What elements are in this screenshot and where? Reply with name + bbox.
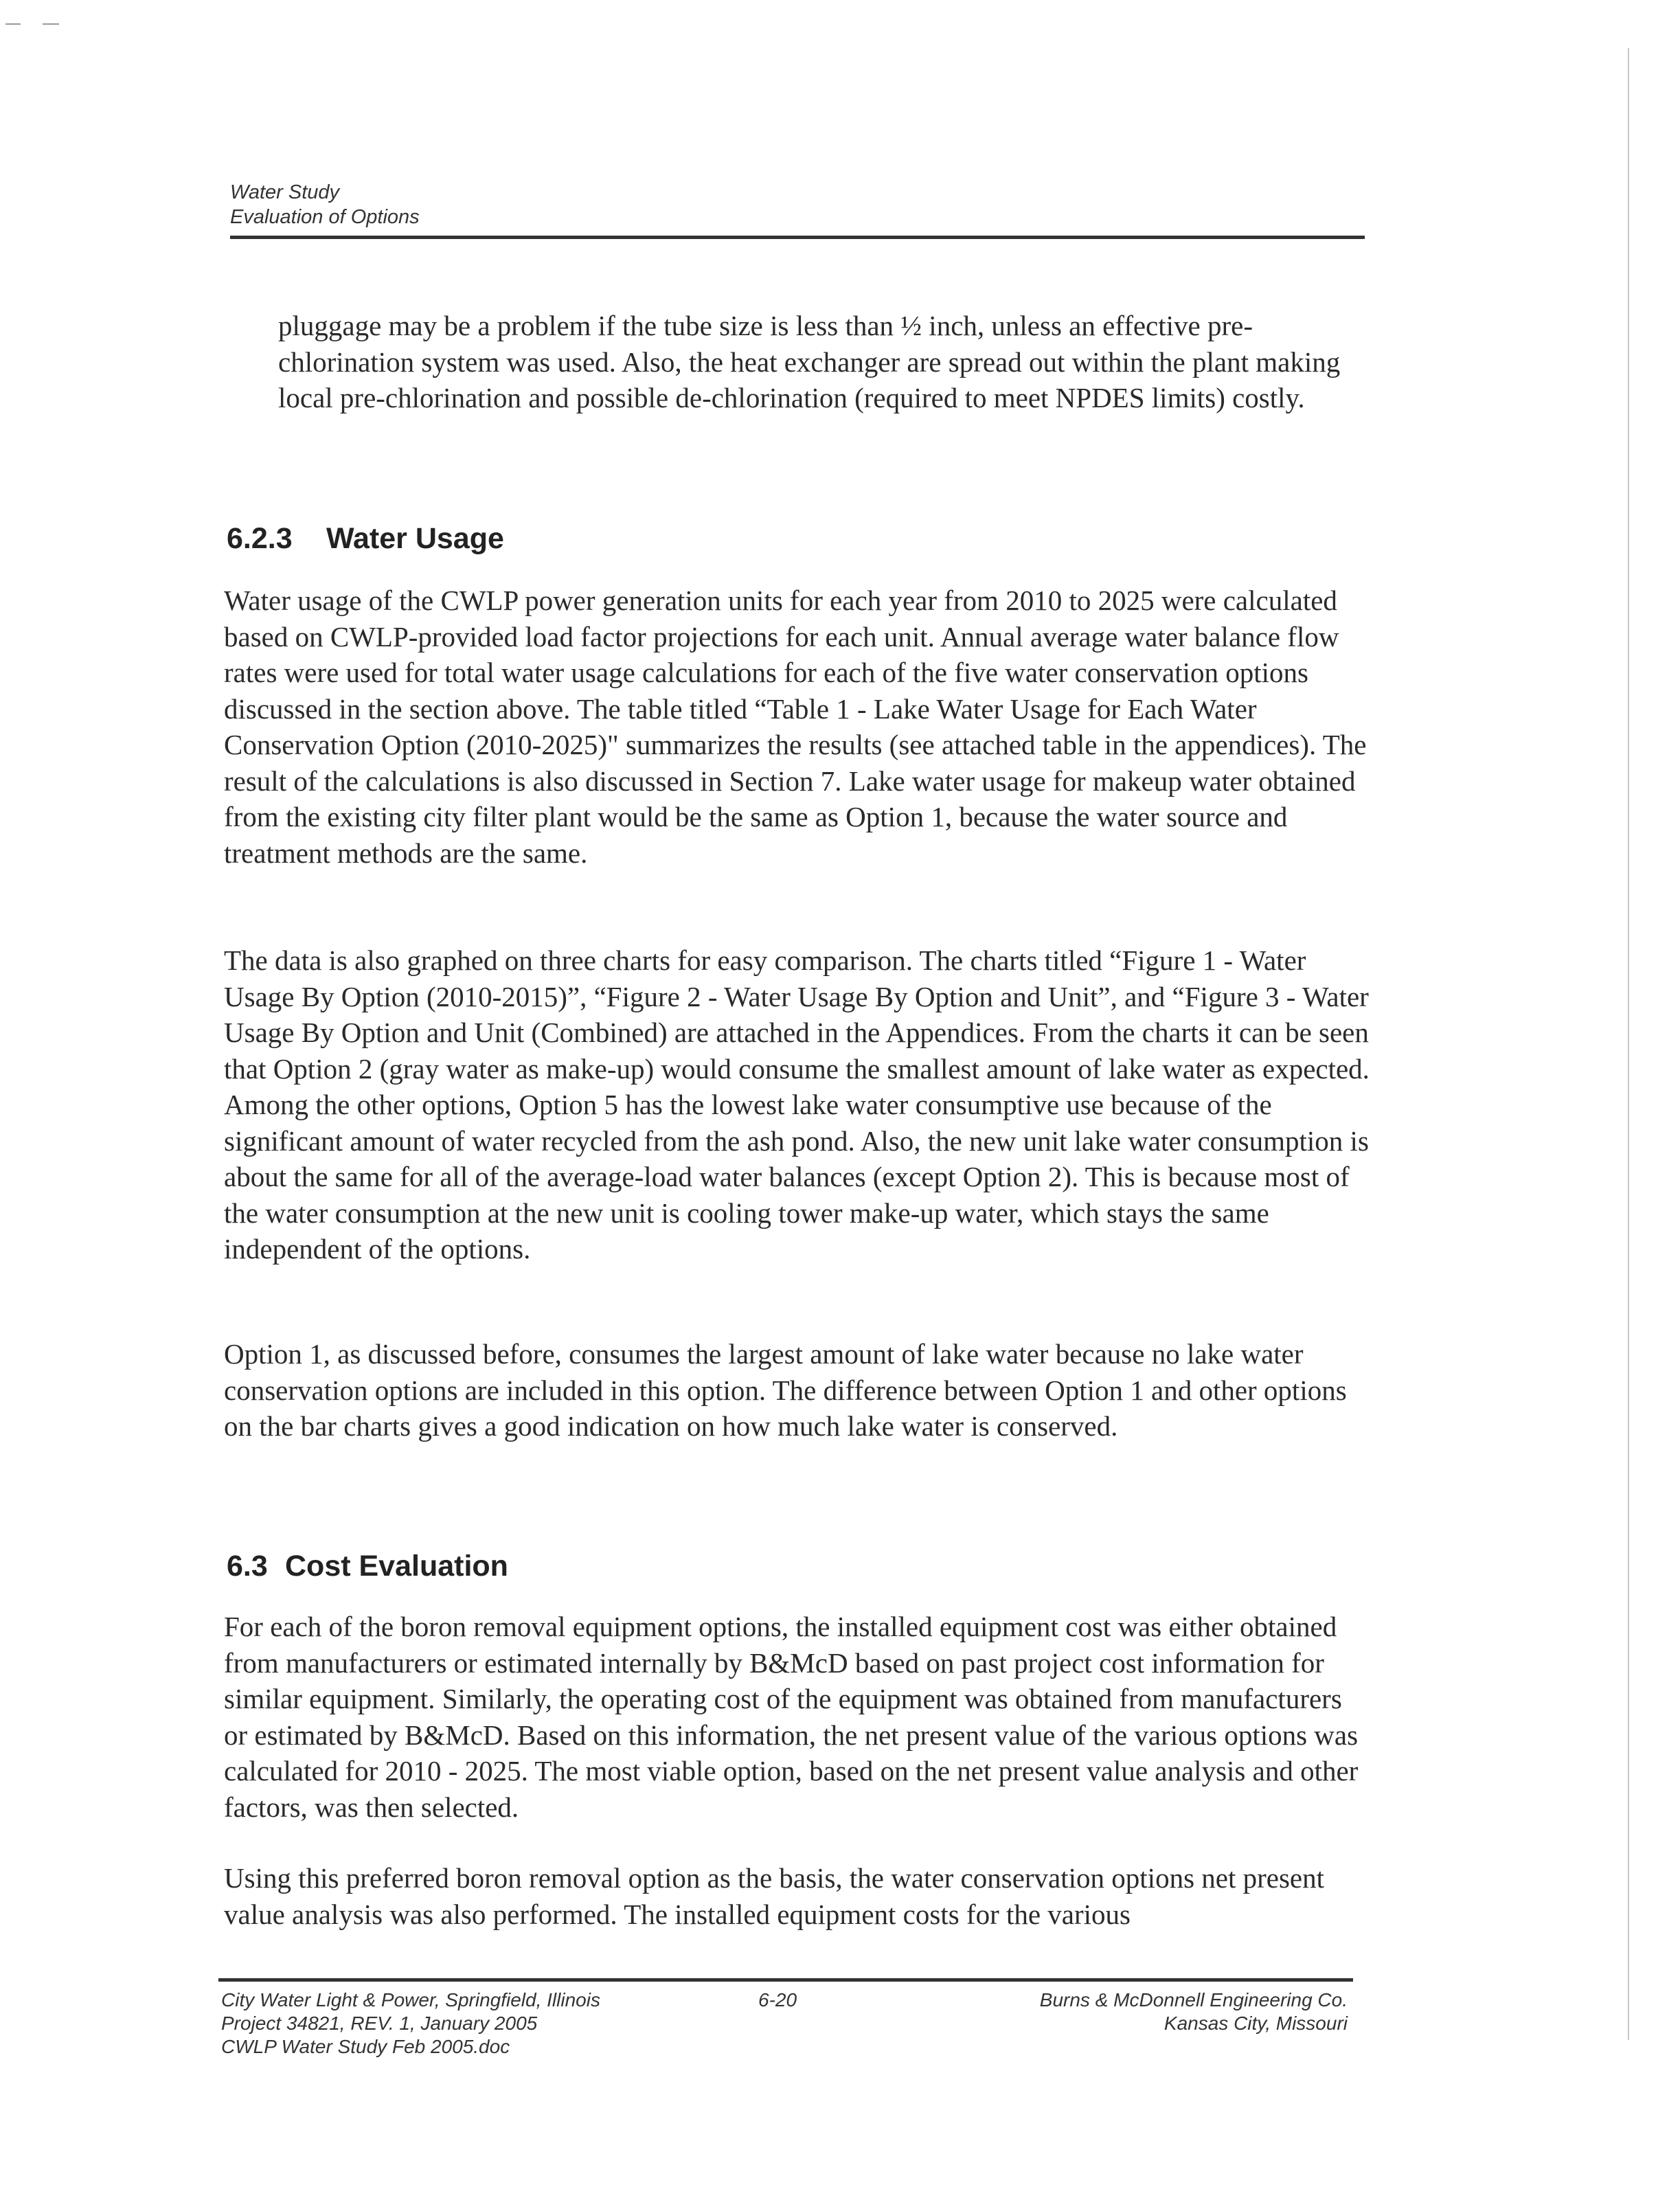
scan-artifact-topleft [5, 23, 21, 25]
running-header [230, 180, 1365, 229]
paragraph-water-usage-1: Water usage of the CWLP power generation units for each year from 2010 to 2025 were calculated based on CWLP-provided load factor projections for each unit. Annual average water balance flow rates were used for total water usage calculations for each of the five water conservation options discussed in the section above. The table titled “Table 1 - Lake Water Usage for Each Water Conservation Option (2010-2025)" summarizes the results (see attached table in the appendices). The result of the calculations is also discussed in Section 7. Lake water usage for makeup water obtained from the existing city filter plant would be the same as Option 1, because the water source and treatment methods are the same. [224, 585, 1367, 869]
footer-location: Kansas City, Missouri [1163, 2013, 1348, 2034]
header-rule [230, 236, 1365, 239]
section-heading-6-2-3 [227, 521, 504, 556]
section-number: 6.3 [227, 1550, 268, 1583]
header-title: Water Study [230, 181, 340, 203]
paragraph-water-usage-3: Option 1, as discussed before, consumes the largest amount of lake water because no lake water conservation options are included in this option. The difference between Option 1 and other options on the bar charts gives a good indication on how much lake water is conserved. [224, 1338, 1347, 1442]
section-title: Water Usage [326, 522, 504, 555]
footer-client: City Water Light & Power, Springfield, Illinois [221, 1989, 600, 2010]
footer-company: Burns & McDonnell Engineering Co. [1039, 1989, 1348, 2010]
paragraph-cost-1: For each of the boron removal equipment options, the installed equipment cost was either obtained from manufacturers or estimated internally by B&McD based on past project cost information for similar equipment. Similarly, the operating cost of the equipment was obtained from manufacturers or estimated by B&McD. Based on this information, the net present value of the various options was calculated for 2010 - 2025. The most viable option, based on the net present value analysis and other factors, was then selected. [224, 1611, 1359, 1823]
footer-page-number [758, 1989, 797, 2012]
section-title: Cost Evaluation [285, 1550, 508, 1583]
footer-project: Project 34821, REV. 1, January 2005 [221, 2013, 538, 2034]
footer-filename: CWLP Water Study Feb 2005.doc [221, 2036, 510, 2057]
footer-rule [218, 1978, 1353, 1982]
header-subtitle: Evaluation of Options [230, 206, 420, 228]
paragraph-cost-2: Using this preferred boron removal option as the basis, the water conservation options net present value analysis was also performed. The installed equipment costs for the various [224, 1862, 1325, 1930]
footer-right [1040, 1989, 1348, 2035]
scan-artifact-right-edge [1628, 48, 1629, 2040]
paragraph-water-usage-2: The data is also graphed on three charts for easy comparison. The charts titled “Figure 1 - Water Usage By Option (2010-2015)”, “Figure 2 - Water Usage By Option and Unit”, and “Figure 3 - Water Usage By Option and Unit (Combined) are attached in the Appendices. From the charts it can be seen that Option 2 (gray water as make-up) would consume the smallest amount of lake water as expected. Among the other options, Option 5 has the lowest lake water consumptive use because of the significant amount of water recycled from the ash pond. Also, the new unit lake water consumption is about the same for all of the average-load water balances (except Option 2). This is because most of the water consumption at the new unit is cooling tower make-up water, which stays the same independent of the options. [224, 944, 1370, 1265]
scan-artifact-topleft-2 [43, 23, 59, 25]
paragraph-intro: pluggage may be a problem if the tube size is less than ½ inch, unless an effective pre-chlorination system was used. Also, the heat exchanger are spread out within the plant making local pre-chlorination and possible de-chlorination (required to meet NPDES limits) costly. [278, 310, 1341, 414]
page-number: 6-20 [758, 1989, 797, 2010]
footer-left [221, 1989, 600, 2059]
section-number: 6.2.3 [227, 522, 293, 555]
section-heading-6-3 [227, 1548, 508, 1584]
